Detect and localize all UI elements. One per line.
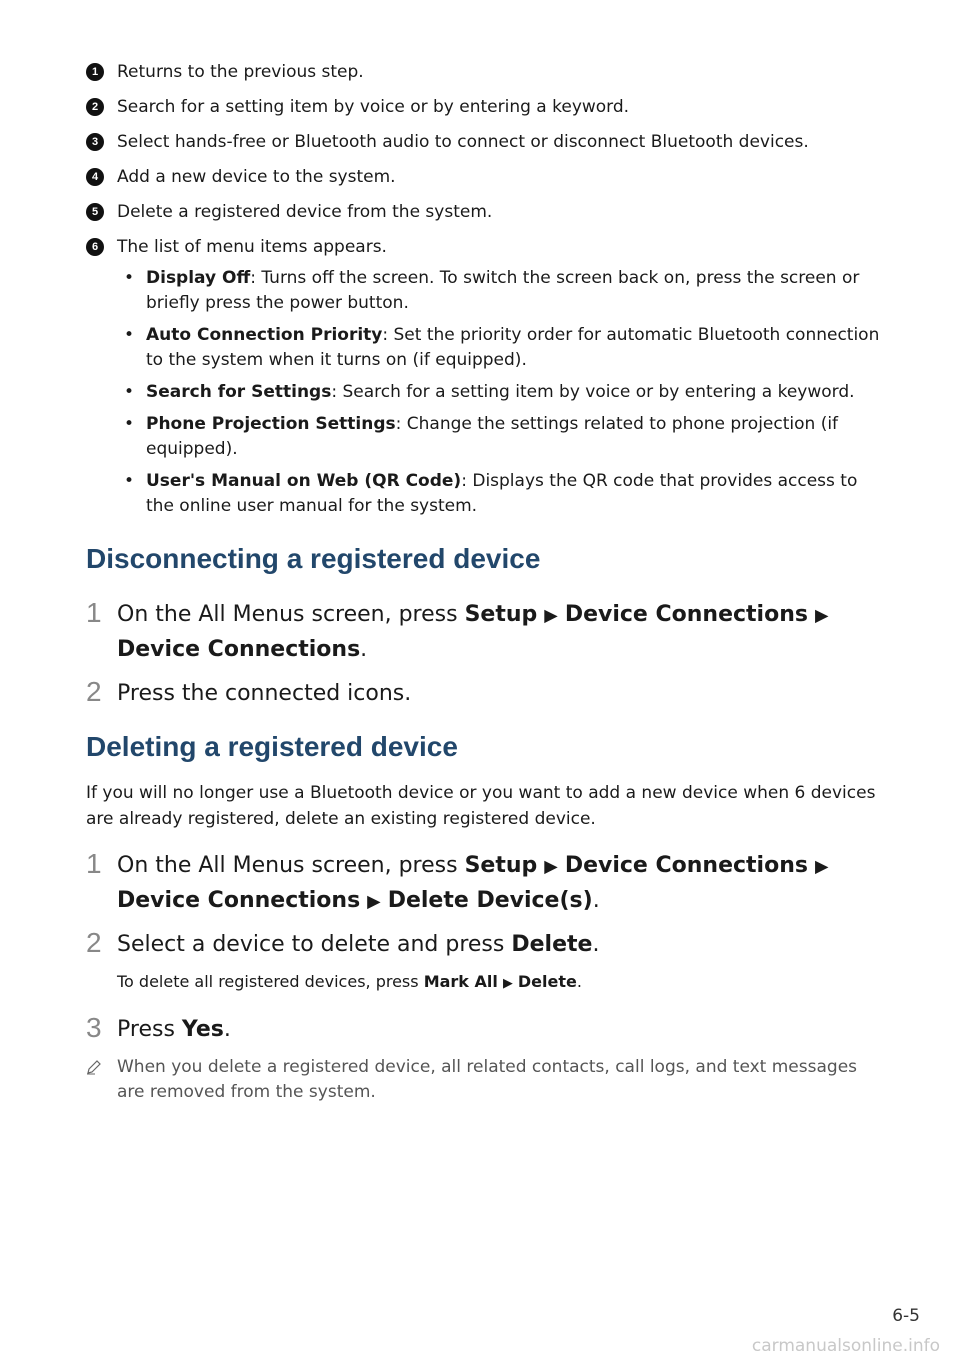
arrow-right-icon: ▶: [814, 857, 829, 877]
menu-item-name: Display Off: [146, 268, 251, 288]
callout-item: [86, 236, 886, 258]
menu-item-name: Search for Settings: [146, 382, 332, 402]
arrow-right-icon: ▶: [502, 976, 513, 991]
callout-number-badge: 6: [86, 238, 104, 256]
arrow-right-icon: ▶: [544, 606, 558, 626]
callout-text: Delete a registered device from the system.: [117, 202, 493, 222]
page-number: 6-5: [892, 1306, 920, 1326]
menu-item-description: [116, 380, 886, 405]
step-prefix: On the All Menus screen, press: [117, 853, 465, 878]
menu-item-desc: : Set the priority order for automatic Bluetooth connection to the system when it turns on (if equipped).: [146, 325, 880, 370]
callout-number-badge: 1: [86, 63, 104, 81]
disconnect-step-2: [86, 677, 876, 710]
step-text: [117, 598, 876, 666]
bullet-icon: •: [124, 382, 135, 402]
callout-list: [86, 61, 886, 526]
callout-number-badge: 3: [86, 133, 104, 151]
step-end: .: [360, 637, 368, 662]
step-prefix: Select a device to delete and press: [117, 932, 512, 957]
menu-item-desc: : Search for a setting item by voice or by entering a keyword.: [331, 382, 855, 402]
watermark: carmanualsonline.info: [751, 1336, 940, 1356]
step-number: 1: [86, 597, 102, 628]
arrow-right-icon: ▶: [814, 606, 829, 626]
callout-item: [86, 61, 886, 83]
arrow-right-icon: ▶: [367, 892, 381, 912]
step-number: 3: [86, 1012, 102, 1043]
step-end: .: [592, 932, 600, 957]
device-connections-label: Device Connections: [117, 637, 361, 662]
menu-item-description: [116, 323, 886, 373]
step-text: [117, 1013, 231, 1046]
menu-item-list: [86, 266, 886, 519]
device-connections-label: Device Connections: [564, 602, 808, 627]
step-text: [117, 928, 599, 961]
menu-item-desc: : Change the settings related to phone projection (if equipped).: [146, 414, 839, 459]
callout-number-badge: 2: [86, 98, 104, 116]
callout-item: [86, 96, 886, 118]
setup-label: Setup: [464, 853, 538, 878]
menu-item-description: [116, 266, 886, 316]
menu-item-desc: : Turns off the screen. To switch the screen back on, press the screen or briefly press the power button.: [146, 268, 860, 313]
note: [86, 1055, 886, 1105]
device-connections-label: Device Connections: [117, 888, 361, 913]
bullet-icon: •: [124, 414, 135, 434]
section-heading-disconnect: Disconnecting a registered device: [86, 543, 541, 574]
setup-label: Setup: [464, 602, 538, 627]
menu-item-name: Phone Projection Settings: [146, 414, 396, 434]
sub-prefix: To delete all registered devices, press: [117, 972, 424, 991]
callout-item: [86, 166, 886, 188]
step-end: .: [223, 1017, 231, 1042]
delete-step-2: [86, 928, 876, 961]
callout-text: Search for a setting item by voice or by entering a keyword.: [117, 97, 630, 117]
delete-step-2-sub: [117, 971, 877, 995]
callout-number-badge: 4: [86, 168, 104, 186]
callout-text: Returns to the previous step.: [117, 62, 364, 82]
delete-label: Delete: [517, 972, 577, 991]
step-prefix: On the All Menus screen, press: [117, 602, 465, 627]
menu-item-description: [116, 469, 886, 519]
mark-all-label: Mark All: [423, 972, 498, 991]
yes-label: Yes: [181, 1017, 224, 1042]
note-text: When you delete a registered device, all related contacts, call logs, and text messages are removed from the system.: [117, 1057, 858, 1102]
step-text: [117, 849, 876, 919]
delete-step-1: [86, 849, 876, 919]
delete-label: Delete: [511, 932, 593, 957]
step-text: Press the connected icons.: [117, 681, 412, 706]
menu-item-name: User's Manual on Web (QR Code): [146, 471, 462, 491]
delete-devices-label: Delete Device(s): [387, 888, 593, 913]
step-number: 2: [86, 676, 102, 707]
bullet-icon: •: [124, 325, 135, 345]
callout-text: Select hands-free or Bluetooth audio to connect or disconnect Bluetooth devices.: [117, 132, 809, 152]
menu-item-name: Auto Connection Priority: [146, 325, 383, 345]
step-number: 2: [86, 927, 102, 958]
callout-item: [86, 201, 886, 223]
callout-number-badge: 5: [86, 203, 104, 221]
disconnect-step-1: [86, 598, 876, 666]
menu-item-description: [116, 412, 886, 462]
bullet-icon: •: [124, 268, 135, 288]
device-connections-label: Device Connections: [564, 853, 808, 878]
delete-step-3: [86, 1013, 876, 1046]
sub-end: .: [576, 972, 582, 991]
arrow-right-icon: ▶: [544, 857, 558, 877]
step-number: 1: [86, 848, 102, 879]
step-end: .: [592, 888, 600, 913]
callout-text: The list of menu items appears.: [117, 237, 387, 257]
menu-item-desc: : Displays the QR code that provides access to the online user manual for the system.: [146, 471, 858, 516]
section-heading-delete: Deleting a registered device: [86, 731, 458, 762]
bullet-icon: •: [124, 471, 135, 491]
callout-item: [86, 131, 886, 153]
step-prefix: Press: [117, 1017, 182, 1042]
delete-intro: If you will no longer use a Bluetooth device or you want to add a new device when 6 devices are already registered, delete an existing registered device.: [86, 783, 876, 829]
callout-text: Add a new device to the system.: [117, 167, 396, 187]
pencil-icon: [86, 1055, 117, 1105]
